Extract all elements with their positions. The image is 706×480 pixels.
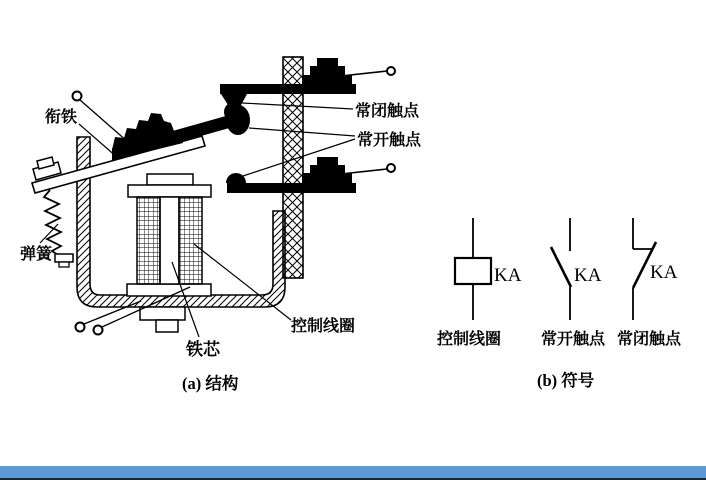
no-contact-bar bbox=[227, 183, 356, 193]
symbol-no-label: 常开触点 bbox=[541, 331, 606, 348]
no-symbol-designator: KA bbox=[574, 265, 602, 286]
coil-top-flange bbox=[128, 185, 211, 197]
symbol-coil-label: 控制线圈 bbox=[437, 331, 502, 348]
iron-core bbox=[160, 197, 179, 284]
label-coil: 控制线圈 bbox=[291, 318, 356, 335]
symbol-nc-contact bbox=[633, 218, 678, 320]
symbol-nc-label: 常闭触点 bbox=[617, 331, 682, 348]
no-symbol-blade bbox=[551, 247, 571, 287]
coil-winding-right bbox=[179, 197, 202, 284]
label-spring: 弹簧 bbox=[20, 246, 53, 263]
coil-top-cap bbox=[147, 174, 193, 185]
coil-symbol-designator: KA bbox=[494, 265, 522, 286]
no-contact-point bbox=[226, 173, 246, 183]
lower-terminal bbox=[387, 164, 395, 172]
core-stub bbox=[140, 307, 185, 332]
caption-structure: (a) 结构 bbox=[182, 374, 239, 393]
label-no-contact: 常开触点 bbox=[357, 132, 422, 149]
lower-terminal-wire bbox=[341, 169, 387, 174]
label-nc-contact: 常闭触点 bbox=[355, 103, 420, 120]
coil-assembly bbox=[127, 174, 211, 296]
nc-symbol-designator: KA bbox=[650, 262, 678, 283]
moving-contact bbox=[226, 105, 250, 135]
label-core: 铁芯 bbox=[186, 340, 220, 359]
label-armature: 衔铁 bbox=[45, 109, 78, 126]
caption-symbols: (b) 符号 bbox=[537, 371, 595, 390]
coil-terminal-1 bbox=[76, 323, 85, 332]
spring-anchor bbox=[55, 254, 73, 262]
upper-terminal-wire bbox=[341, 71, 387, 76]
upper-terminal bbox=[387, 67, 395, 75]
symbol-coil bbox=[455, 218, 522, 320]
armature-terminal bbox=[73, 92, 82, 101]
coil-terminal-2 bbox=[94, 326, 103, 335]
nc-contact-bar bbox=[220, 84, 356, 94]
coil-winding-left bbox=[137, 197, 160, 284]
symbol-no-contact bbox=[551, 218, 602, 320]
lower-contact-assembly bbox=[226, 157, 395, 193]
footer-bar bbox=[0, 466, 706, 478]
coil-symbol-box bbox=[455, 258, 491, 284]
coil-bottom-flange bbox=[127, 284, 211, 296]
